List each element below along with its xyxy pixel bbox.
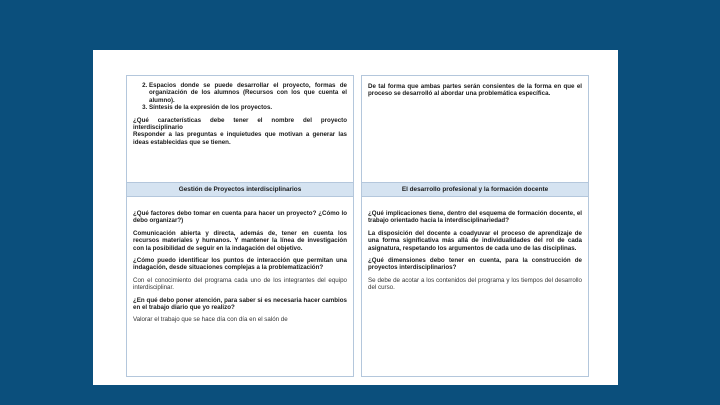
list-item: 3. Síntesis de la expresión de los proyectos. — [149, 104, 347, 111]
question-text: ¿Qué características debe tener el nombre del proyecto interdisciplinario — [133, 116, 347, 132]
answer-text: Valorar el trabajo que se hace día con día en el salón de — [133, 316, 288, 324]
question-text: ¿Qué factores debo tomar en cuenta para hacer un proyecto? ¿Cómo lo debo organizar?) — [133, 210, 347, 225]
panel-header: El desarrollo profesional y la formación docente — [362, 183, 588, 197]
answer-text: Con el conocimiento del programa cada uno de los integrantes del equipo interdisciplinar. — [133, 276, 347, 292]
answer-text: Responder a las preguntas e inquietudes que motivan a generar las ideas establecidas que se tienen. — [133, 131, 347, 146]
panel-header: Gestión de Proyectos interdisciplinarios — [127, 183, 353, 197]
top-left-box — [126, 75, 354, 195]
answer-text: La disposición del docente a coadyuvar el proceso de aprendizaje de una forma significativa más allá de individualidades del rol de cada asignatura, respetando los argumentos de cada uno de las disciplinas. — [368, 229, 582, 252]
right-panel — [361, 182, 589, 377]
answer-text: Se debe de acotar a los contenidos del programa y los tiempos del desarrollo del curso. — [368, 276, 582, 292]
answer-text: Comunicación abierta y directa, además de, tener en cuenta los recursos materiales y humanos. Y mantener la línea de investigación con la posibilidad de seguir en la indagación del objetivo. — [133, 229, 347, 252]
question-text: ¿Cómo puedo identificar los puntos de interacción que permitan una indagación, desde situaciones complejas a la problematización? — [133, 257, 347, 272]
paragraph-text: De tal forma que ambas partes serán consientes de la forma en que el proceso se desarrolló al abordar una problemática específica. — [368, 83, 582, 98]
document-page — [93, 50, 618, 385]
question-text: ¿Qué implicaciones tiene, dentro del esquema de formación docente, el trabajo orientado hacia la interdisciplinariedad? — [368, 210, 582, 225]
question-text: ¿En qué debo poner atención, para saber si es necesaria hacer cambios en el trabajo diario que yo realizo? — [133, 296, 347, 312]
list-item: 2. Espacios donde se puede desarrollar el proyecto, formas de organización de los alumnos (Recursos con los que cuenta el alumno). — [149, 82, 347, 104]
numbered-list — [133, 82, 347, 112]
top-right-box — [361, 75, 589, 195]
question-text: ¿Qué dimensiones debo tener en cuenta, para la construcción de proyectos interdisciplinarios? — [368, 257, 582, 272]
left-panel — [126, 182, 354, 377]
